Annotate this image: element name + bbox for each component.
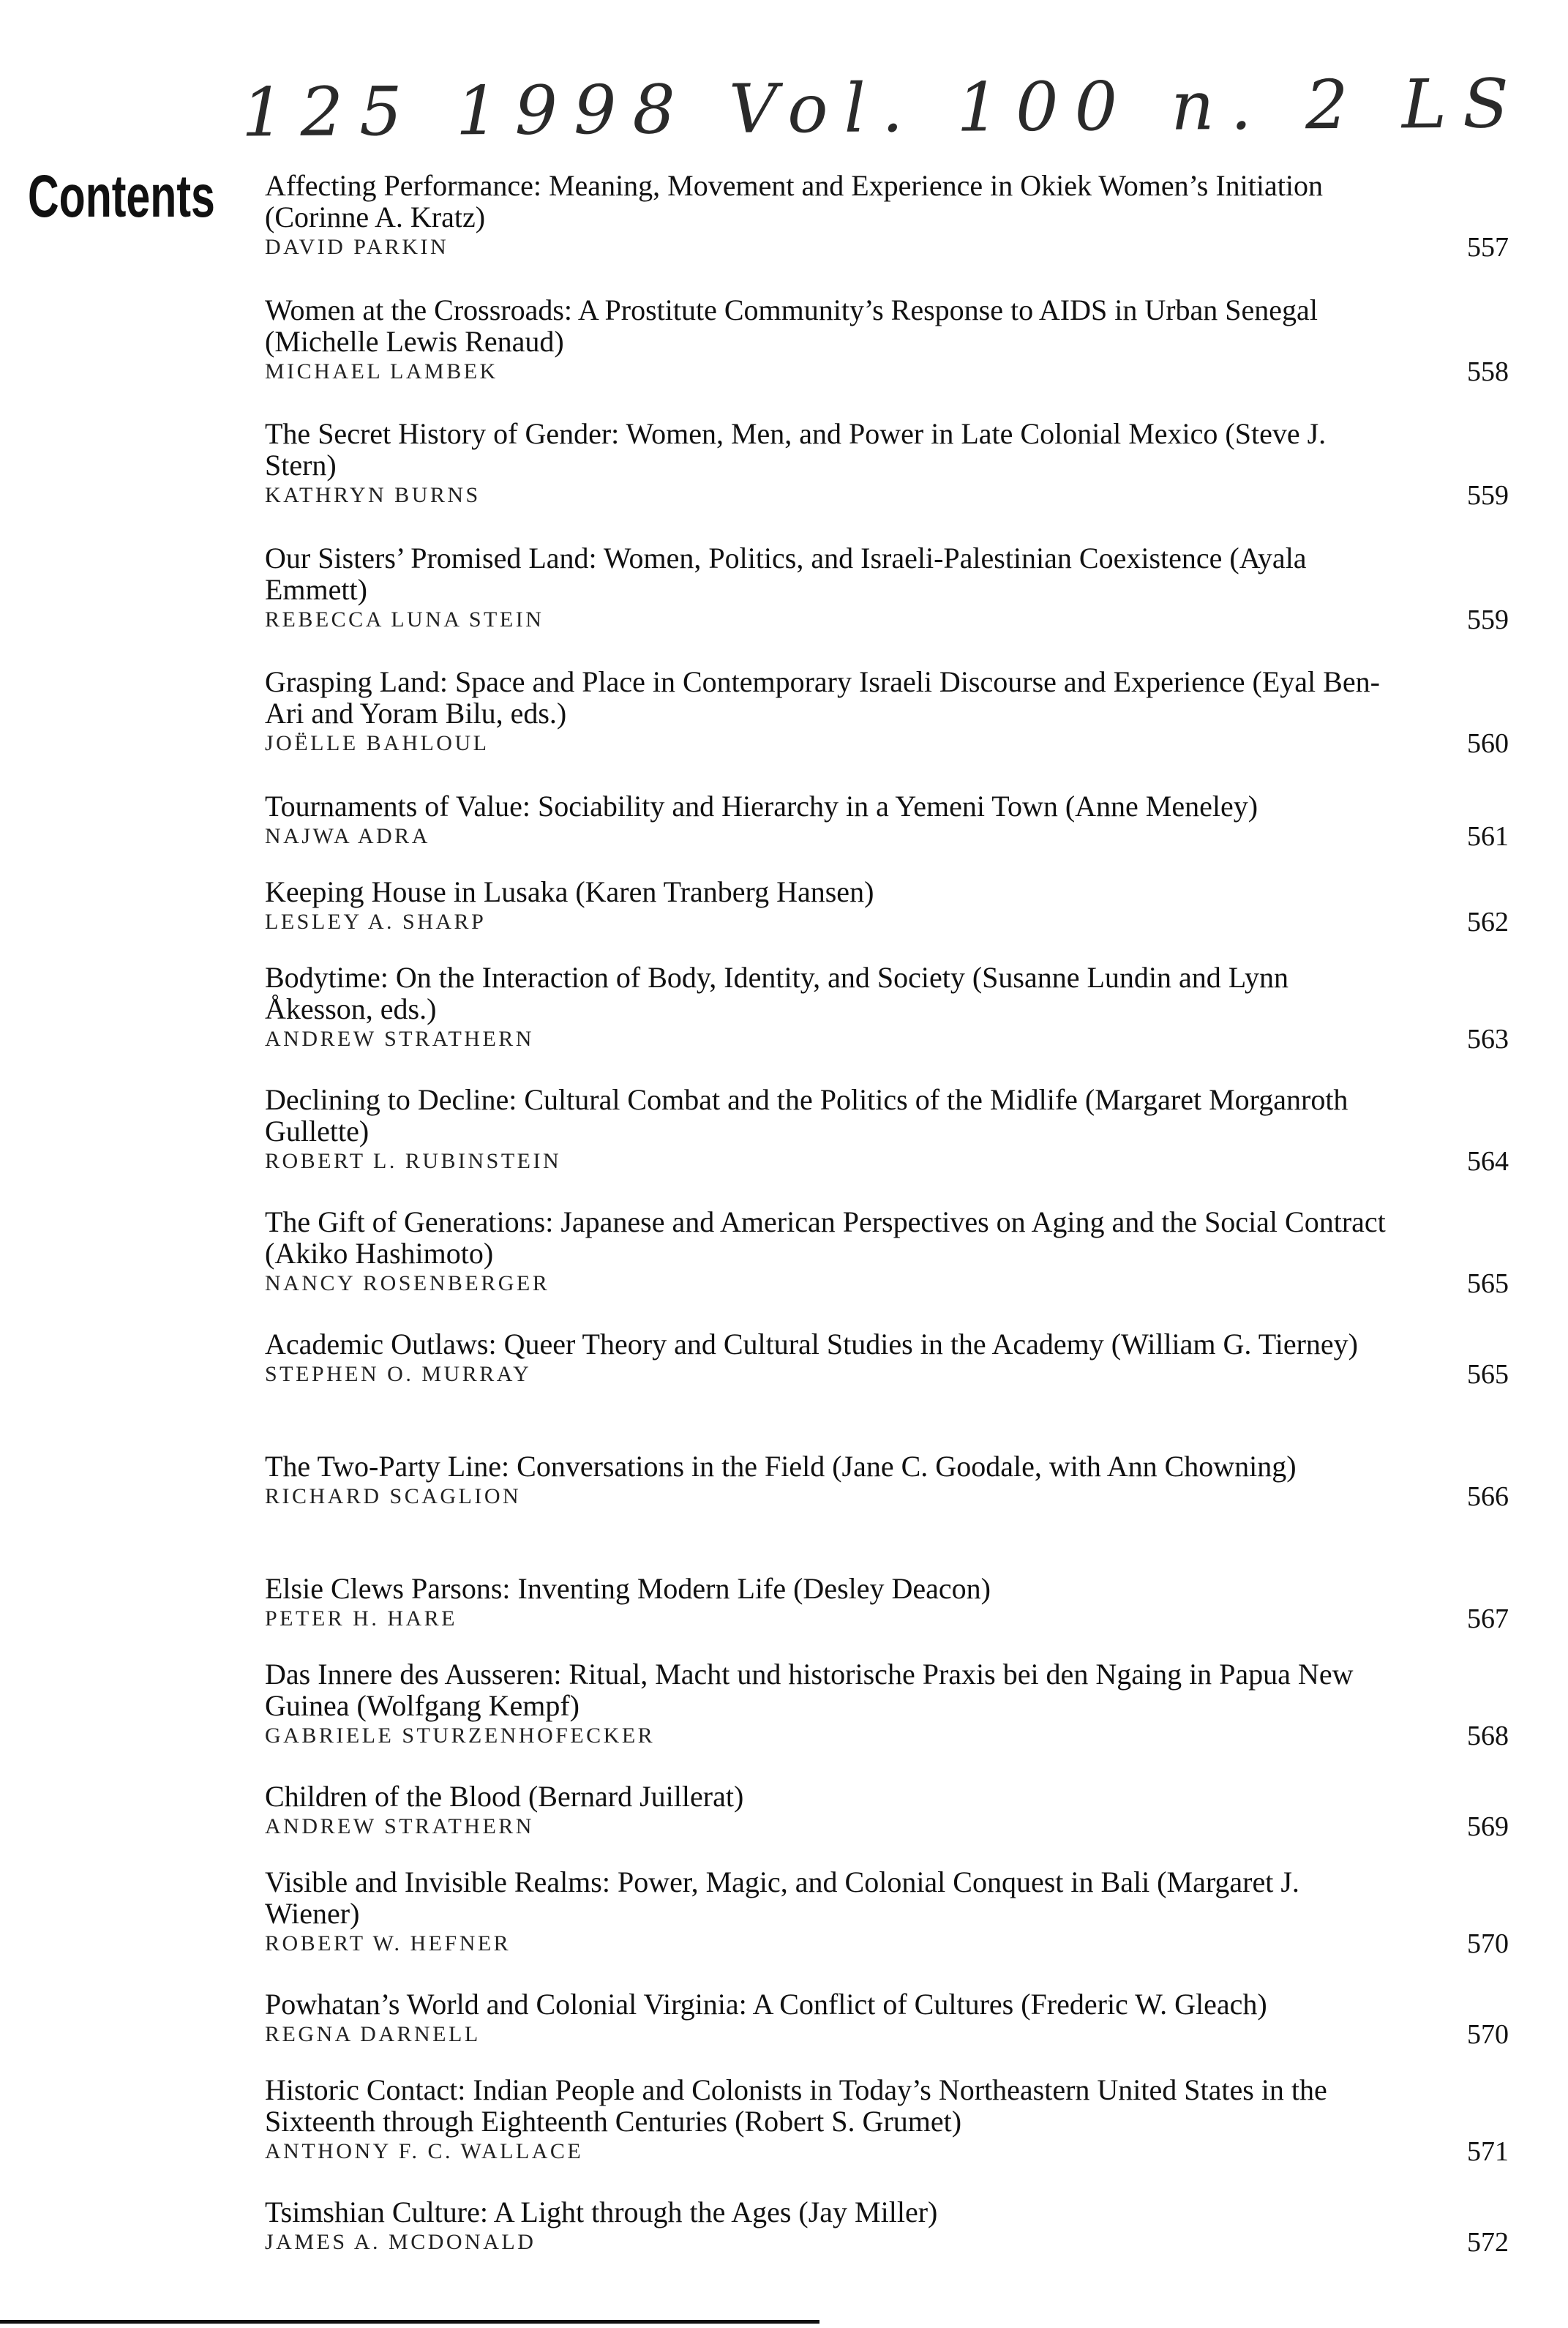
entry-title: Keeping House in Lusaka (Karen Tranberg Hansen) [265,875,874,908]
contents-entry [265,790,1509,850]
entry-title: The Secret History of Gender: Women, Men, and Power in Late Colonial Mexico (Steve J. Stern) [265,417,1327,482]
contents-entry [265,1866,1509,1957]
entry-title: Affecting Performance: Meaning, Movement and Experience in Okiek Women’s Initiation (Corinne A. Kratz) [265,169,1323,233]
contents-entry [265,1658,1509,1749]
entry-page-number: 565 [1467,1359,1509,1390]
entry-title: Elsie Clews Parsons: Inventing Modern Life (Desley Deacon) [265,1572,991,1605]
entry-title: The Two-Party Line: Conversations in the Field (Jane C. Goodale, with Ann Chowning) [265,1450,1297,1483]
contents-entry [265,1781,1509,1840]
entry-reviewer: NAJWA ADRA [265,824,430,848]
entry-title: Declining to Decline: Cultural Combat and the Politics of the Midlife (Margaret Morganroth Gullette) [265,1083,1348,1148]
contents-entry [265,876,1509,935]
entry-page-number: 570 [1467,1928,1509,1959]
entry-reviewer: ANDREW STRATHERN [265,1814,534,1838]
entry-title: Das Innere des Ausseren: Ritual, Macht und historische Praxis bei den Ngaing in Papua New Guinea (Wolfgang Kempf) [265,1658,1354,1722]
contents-entry [265,666,1509,757]
entry-reviewer: RICHARD SCAGLION [265,1484,522,1508]
contents-entry [265,542,1509,633]
contents-entry [265,418,1509,509]
entry-title: Bodytime: On the Interaction of Body, Identity, and Society (Susanne Lundin and Lynn Åkesson, eds.) [265,961,1289,1025]
entry-title: Powhatan’s World and Colonial Virginia: A Conflict of Cultures (Frederic W. Gleach) [265,1988,1267,2021]
entry-page-number: 561 [1467,821,1509,852]
entry-reviewer: NANCY ROSENBERGER [265,1271,550,1295]
entry-page-number: 560 [1467,728,1509,759]
entry-page-number: 567 [1467,1603,1509,1634]
entry-reviewer: ANDREW STRATHERN [265,1027,534,1051]
entry-title: Women at the Crossroads: A Prostitute Community’s Response to AIDS in Urban Senegal (Michelle Lewis Renaud) [265,293,1318,358]
entry-title: Academic Outlaws: Queer Theory and Cultural Studies in the Academy (William G. Tierney) [265,1328,1358,1361]
contents-entry [265,1988,1509,2048]
entry-reviewer: JAMES A. MCDONALD [265,2230,536,2254]
entry-title: Historic Contact: Indian People and Colonists in Today’s Northeastern United States in the Sixteenth through Eighteenth Centuries (Robert S. Grumet) [265,2073,1327,2138]
entry-page-number: 557 [1467,232,1509,263]
entry-reviewer: REBECCA LUNA STEIN [265,607,544,632]
entry-reviewer: LESLEY A. SHARP [265,910,487,934]
entry-page-number: 569 [1467,1811,1509,1842]
entry-page-number: 563 [1467,1024,1509,1055]
handwritten-note: 125 1998 Vol. 100 n. 2 LS [241,64,1526,152]
entry-reviewer: ANTHONY F. C. WALLACE [265,2139,584,2163]
contents-entry [265,1328,1509,1388]
bottom-rule [0,2320,819,2324]
entry-reviewer: REGNA DARNELL [265,2022,481,2046]
entry-page-number: 564 [1467,1146,1509,1177]
entry-page-number: 568 [1467,1721,1509,1751]
entry-title: Tournaments of Value: Sociability and Hierarchy in a Yemeni Town (Anne Meneley) [265,790,1258,823]
contents-entry [265,1573,1509,1632]
contents-heading: Contents [28,163,215,230]
contents-entry [265,1206,1509,1297]
entry-title: The Gift of Generations: Japanese and American Perspectives on Aging and the Social Contract (Akiko Hashimoto) [265,1205,1386,1270]
entry-page-number: 566 [1467,1481,1509,1512]
contents-entry [265,1084,1509,1175]
entry-reviewer: KATHRYN BURNS [265,483,481,507]
entry-reviewer: PETER H. HARE [265,1606,457,1631]
entry-title: Our Sisters’ Promised Land: Women, Politics, and Israeli-Palestinian Coexistence (Ayala Emmett) [265,542,1307,606]
entry-reviewer: GABRIELE STURZENHOFECKER [265,1723,656,1748]
entry-page-number: 558 [1467,356,1509,387]
entry-title: Grasping Land: Space and Place in Contemporary Israeli Discourse and Experience (Eyal Ben-Ari and Yoram Bilu, eds.) [265,665,1380,730]
entry-title: Tsimshian Culture: A Light through the Ages (Jay Miller) [265,2196,938,2228]
entry-title: Children of the Blood (Bernard Juillerat) [265,1780,744,1813]
entry-reviewer: ROBERT L. RUBINSTEIN [265,1149,562,1173]
entry-reviewer: ROBERT W. HEFNER [265,1931,511,1955]
entry-reviewer: MICHAEL LAMBEK [265,359,498,383]
entry-page-number: 571 [1467,2136,1509,2167]
entry-reviewer: JOËLLE BAHLOUL [265,731,489,755]
entry-page-number: 572 [1467,2227,1509,2258]
entry-title: Visible and Invisible Realms: Power, Magic, and Colonial Conquest in Bali (Margaret J. Wiener) [265,1865,1299,1930]
contents-entry [265,294,1509,385]
contents-entry [265,961,1509,1055]
entry-page-number: 562 [1467,907,1509,937]
contents-entry [265,170,1509,261]
contents-entry [265,2196,1509,2256]
entry-reviewer: DAVID PARKIN [265,235,449,259]
entry-page-number: 559 [1467,605,1509,635]
contents-entry [265,1451,1509,1510]
entry-reviewer: STEPHEN O. MURRAY [265,1362,532,1386]
entry-page-number: 565 [1467,1268,1509,1299]
contents-entry [265,2074,1509,2165]
entry-page-number: 570 [1467,2019,1509,2050]
entry-page-number: 559 [1467,480,1509,511]
